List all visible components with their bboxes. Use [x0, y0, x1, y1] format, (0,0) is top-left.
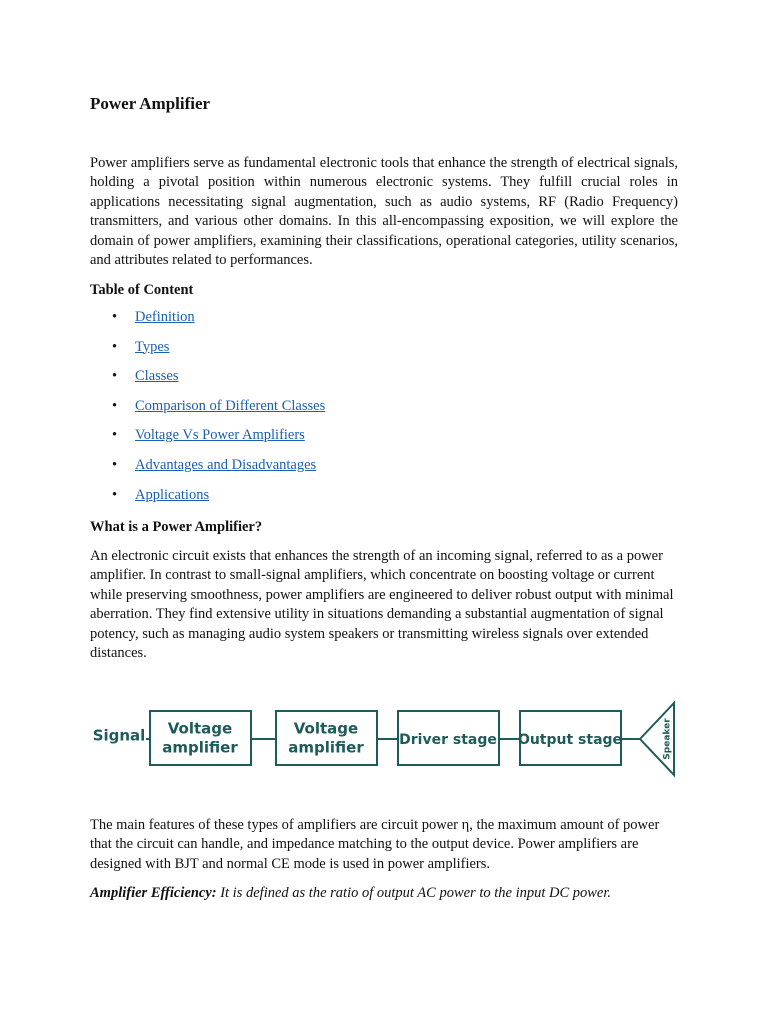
toc-item: [90, 398, 325, 428]
toc-heading: Table of Content: [90, 282, 194, 298]
block-diagram: [90, 698, 680, 780]
block1-line1: Voltage: [167, 719, 233, 738]
toc-item: [90, 427, 325, 457]
section-heading: What is a Power Amplifier?: [90, 519, 263, 535]
toc-link-voltage-vs-power[interactable]: Voltage Vs Power Amplifiers: [135, 427, 305, 444]
block2-line1: Voltage: [293, 719, 359, 738]
page-title: Power Amplifier: [90, 94, 211, 113]
block3-label: Driver stage: [399, 732, 497, 748]
table-of-contents: [90, 309, 325, 516]
toc-link-applications[interactable]: Applications: [135, 486, 210, 503]
features-paragraph: The main features of these types of amplifiers are circuit power η, the maximum amount of power that the circuit can handle, and impedance matching to the output device. Power amplifiers are designed with BJT and normal CE mode is used in power amplifiers.: [90, 817, 660, 872]
toc-link-definition[interactable]: Definition: [135, 309, 195, 325]
toc-link-comparison[interactable]: Comparison of Different Classes: [135, 397, 326, 414]
toc-link-advantages[interactable]: Advantages and Disadvantages: [135, 456, 317, 473]
toc-item: [90, 309, 325, 339]
toc-link-types[interactable]: Types: [135, 338, 170, 355]
signal-label: Signal: [92, 726, 146, 745]
toc-item: [90, 457, 325, 487]
block4-label: Output stage: [517, 732, 623, 748]
intro-paragraph: Power amplifiers serve as fundamental electronic tools that enhance the strength of electrical signals, holding a pivotal position within numerous electronic systems. They fulfill crucial roles in applications necessitating signal augmentation, such as audio systems, RF (Radio Frequency) transmitters, and various other domains. In this all-encompassing exposition, we will explore the domain of power amplifiers, examining their classifications, operational categories, utility scenarios, and attributes related to performances.: [90, 155, 678, 269]
definition-paragraph: An electronic circuit exists that enhances the strength of an incoming signal, referred to as a power amplifier. In contrast to small-signal amplifiers, which concentrate on boosting voltage or current while preserving smoothness, power amplifiers are engineered to deliver robust output with minimal aberration. They find extensive utility in situations demanding a substantial augmentation of signal potency, such as managing audio system speakers or transmitting wireless signals over extended distances.: [90, 548, 674, 662]
speaker-label: Speaker: [662, 718, 673, 760]
toc-item: [90, 339, 325, 369]
toc-link-classes[interactable]: Classes: [135, 368, 179, 385]
efficiency-line: [90, 884, 678, 903]
block1-line2: amplifier: [162, 738, 238, 757]
toc-item: [90, 487, 325, 517]
block2-line2: amplifier: [288, 738, 364, 757]
efficiency-term: Amplifier Efficiency:: [90, 885, 217, 901]
efficiency-definition: It is defined as the ratio of output AC power to the input DC power.: [216, 885, 612, 901]
toc-item: [90, 368, 325, 398]
